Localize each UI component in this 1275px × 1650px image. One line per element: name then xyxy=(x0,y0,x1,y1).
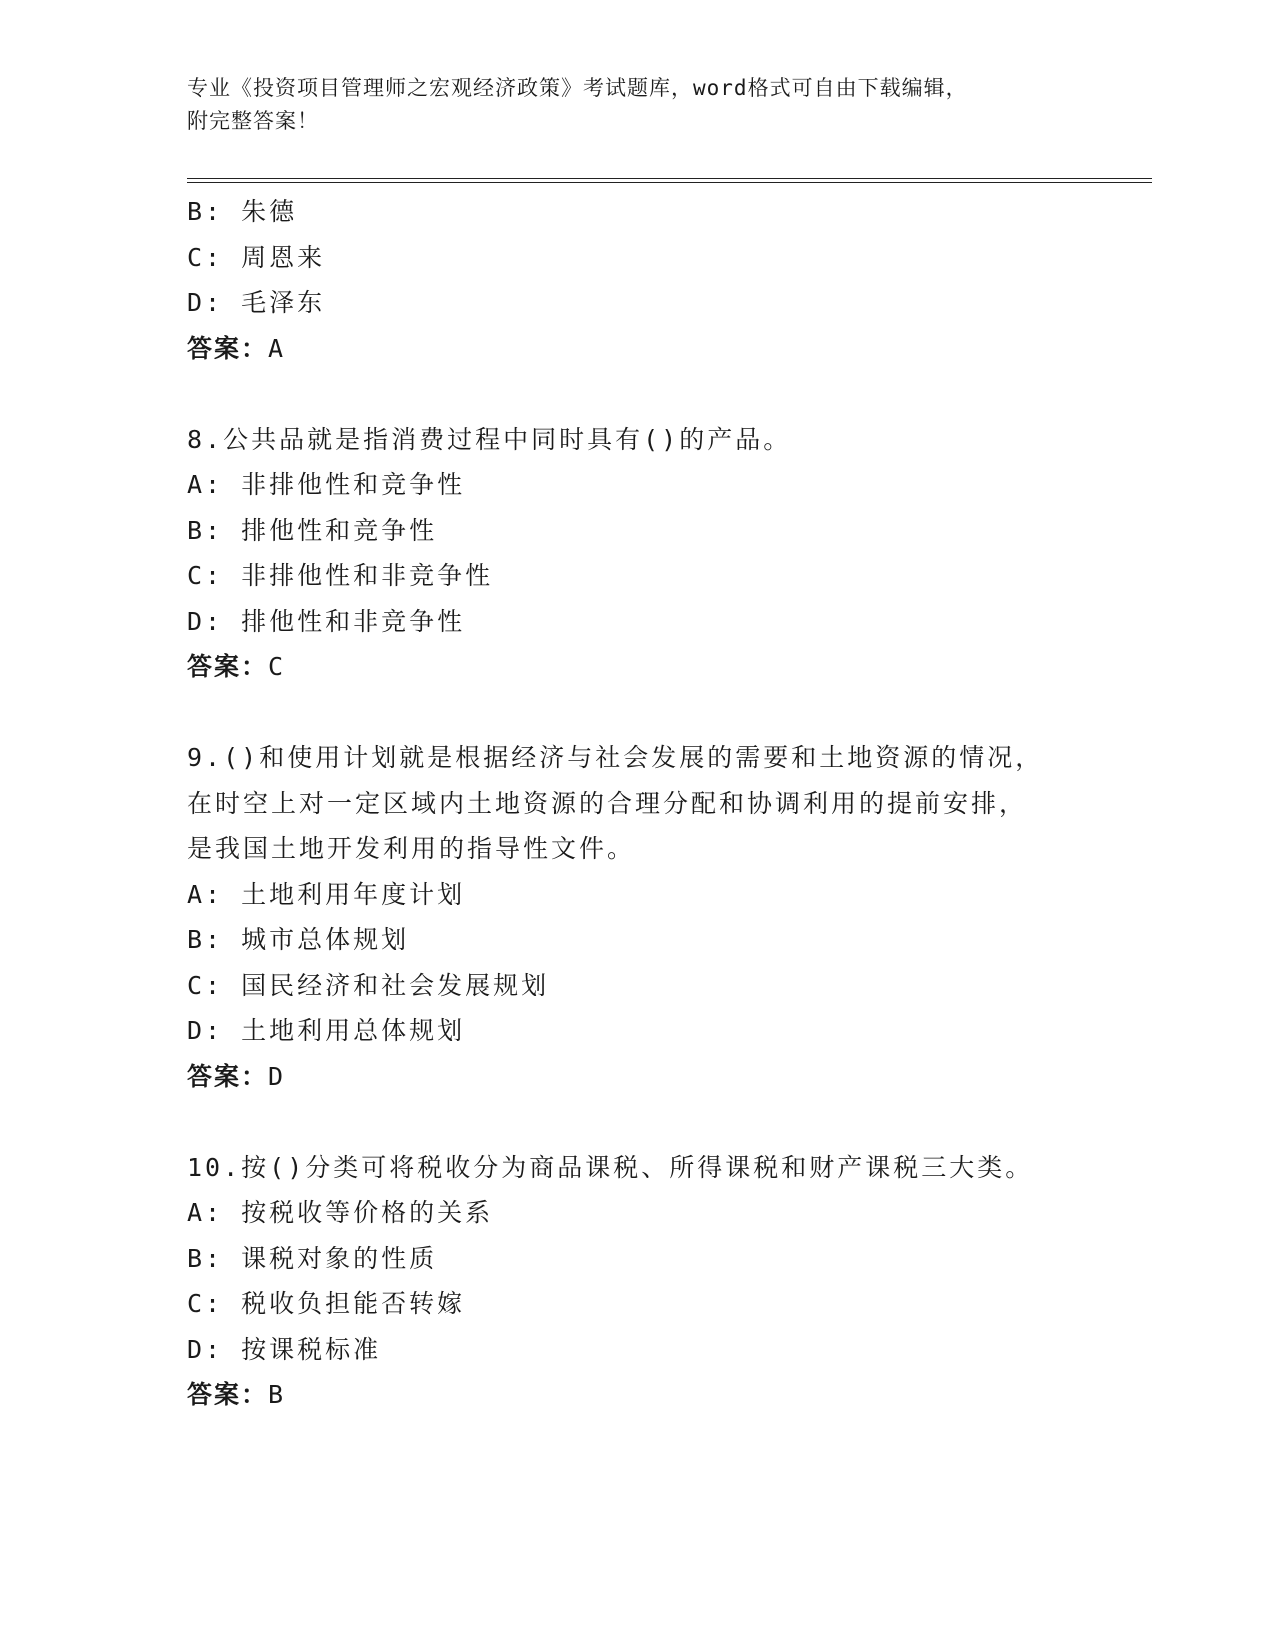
question-stem: 8.公共品就是指消费过程中同时具有()的产品。 xyxy=(187,424,792,454)
spacer xyxy=(187,371,1152,417)
option-d: D: 按课税标准 xyxy=(187,1334,382,1364)
option-d: D: 毛泽东 xyxy=(187,288,326,317)
header-line-2: 附完整答案！ xyxy=(187,109,319,133)
answer-value: C xyxy=(268,652,287,681)
spacer xyxy=(187,690,1152,736)
document-header xyxy=(187,72,1067,138)
option-c: C: 周恩来 xyxy=(187,242,326,272)
option-a: A: 按税收等价格的关系 xyxy=(187,1198,494,1227)
option-b: B: 朱德 xyxy=(187,197,298,226)
option-c: C: 非排他性和非竞争性 xyxy=(187,561,494,590)
document-page xyxy=(187,72,1152,1418)
answer-label: 答案： xyxy=(187,333,269,363)
question-10 xyxy=(187,1145,1152,1418)
answer-value: B xyxy=(268,1380,287,1409)
spacer xyxy=(187,1099,1152,1145)
question-stem: 10.按()分类可将税收分为商品课税、所得课税和财产课税三大类。 xyxy=(187,1152,1034,1182)
answer-value: A xyxy=(268,333,287,363)
question-stem-line-1: 9.()和使用计划就是根据经济与社会发展的需要和土地资源的情况， xyxy=(187,743,1044,772)
question-8 xyxy=(187,417,1152,690)
answer-line xyxy=(187,326,1152,372)
header-divider xyxy=(187,178,1152,183)
question-stem-line-2: 在时空上对一定区域内土地资源的合理分配和协调利用的提前安排， xyxy=(187,788,1028,818)
answer-line xyxy=(187,1054,1152,1100)
continued-question xyxy=(187,189,1152,371)
question-9 xyxy=(187,735,1152,1099)
answer-label: 答案： xyxy=(187,1061,269,1091)
option-a: A: 非排他性和竞争性 xyxy=(187,470,466,499)
option-d: D: 土地利用总体规划 xyxy=(187,1016,466,1045)
option-a: A: 土地利用年度计划 xyxy=(187,879,466,909)
answer-line xyxy=(187,1372,1152,1418)
option-b: B: 城市总体规划 xyxy=(187,925,410,954)
option-b: B: 课税对象的性质 xyxy=(187,1243,438,1273)
answer-line xyxy=(187,644,1152,690)
option-d: D: 排他性和非竞争性 xyxy=(187,606,466,636)
answer-label: 答案： xyxy=(187,1380,269,1409)
question-stem-line-3: 是我国土地开发利用的指导性文件。 xyxy=(187,834,636,863)
answer-label: 答案： xyxy=(187,652,269,681)
answer-value: D xyxy=(268,1061,287,1091)
option-b: B: 排他性和竞争性 xyxy=(187,515,438,545)
option-c: C: 税收负担能否转嫁 xyxy=(187,1289,466,1318)
header-line-1: 专业《投资项目管理师之宏观经济政策》考试题库，word格式可自由下载编辑， xyxy=(187,76,968,100)
option-c: C: 国民经济和社会发展规划 xyxy=(187,970,550,1000)
